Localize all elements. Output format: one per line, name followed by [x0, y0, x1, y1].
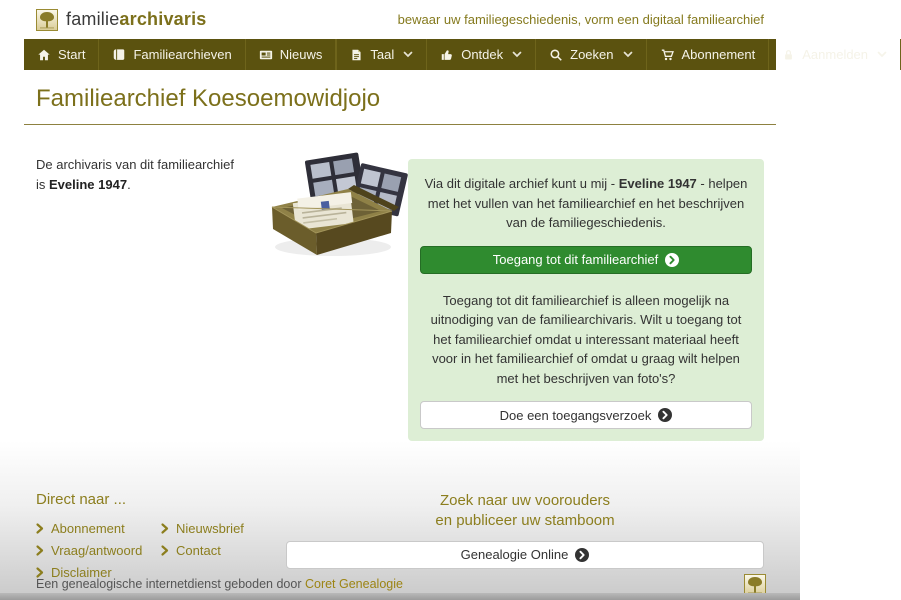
angle-right-icon — [36, 523, 44, 534]
promo-heading: Zoek naar uw voorouders en publiceer uw stamboom — [435, 492, 615, 530]
nav-label: Taal — [370, 47, 395, 63]
main-content — [0, 70, 800, 441]
panel-intro-text: Via dit digitale archief kunt u mij - Eveline 1947 - helpen met het vullen van het familiearchief en het beschrijven van de familiegeschiedenis. — [424, 176, 748, 231]
footer-link-contact[interactable]: Contact — [161, 543, 286, 558]
nav-item-zoeken[interactable] — [536, 39, 646, 70]
thumbs-up-icon — [440, 48, 454, 62]
lock-icon — [782, 48, 795, 62]
site-logo[interactable] — [36, 9, 206, 31]
nav-item-abonnement[interactable] — [647, 39, 770, 70]
nav-item-ontdek[interactable] — [427, 39, 536, 70]
coret-genealogie-link[interactable]: Coret Genealogie — [304, 577, 403, 591]
nav-item-taal[interactable] — [336, 39, 427, 70]
nav-item-start[interactable] — [24, 39, 99, 70]
nav-left-group — [24, 39, 336, 70]
nav-right-group — [336, 39, 901, 70]
book-icon — [112, 48, 126, 62]
nav-label: Zoeken — [570, 47, 614, 63]
nav-item-familiearchieven[interactable] — [99, 39, 245, 70]
genealogie-online-button[interactable]: Genealogie Online — [286, 541, 764, 569]
tree-logo-icon — [36, 9, 58, 31]
angle-right-icon — [161, 545, 169, 556]
nav-label: Nieuws — [279, 47, 323, 63]
nav-label: Ontdek — [461, 47, 504, 63]
arrow-circle-right-icon — [575, 548, 589, 562]
footer-link-abonnement[interactable]: Abonnement — [36, 521, 161, 536]
nav-label: Abonnement — [681, 47, 756, 63]
footer-edge — [0, 593, 800, 600]
footer-link-vraag-antwoord[interactable]: Vraag/antwoord — [36, 543, 161, 558]
archive-box-photo — [258, 149, 408, 261]
nav-item-nieuws[interactable] — [246, 39, 337, 70]
main-navbar — [24, 39, 869, 70]
cart-icon — [660, 48, 675, 62]
language-icon — [350, 48, 363, 62]
home-icon — [37, 48, 51, 62]
footer-link-nieuwsbrief[interactable]: Nieuwsbrief — [161, 521, 286, 536]
chevron-down-icon — [877, 51, 887, 58]
title-divider — [24, 124, 776, 125]
chevron-down-icon — [512, 51, 522, 58]
arrow-circle-right-icon — [665, 253, 679, 267]
access-request-button[interactable]: Doe een toegangsverzoek — [420, 401, 752, 429]
access-archive-button[interactable]: Toegang tot dit familiearchief — [420, 246, 752, 274]
nav-label: Start — [58, 47, 86, 63]
search-icon — [549, 48, 563, 62]
chevron-down-icon — [623, 51, 633, 58]
arrow-circle-right-icon — [658, 408, 672, 422]
angle-right-icon — [161, 523, 169, 534]
site-tagline: bewaar uw familiegeschiedenis, vorm een digitaal familiearchief — [397, 12, 764, 28]
archivist-name: Eveline 1947 — [49, 176, 128, 192]
footer-direct-links — [36, 491, 286, 587]
access-panel — [408, 159, 764, 441]
footer-promo — [286, 491, 764, 587]
nav-label: Familiearchieven — [133, 47, 232, 63]
newspaper-icon — [259, 48, 273, 62]
footer-heading: Direct naar ... — [36, 491, 127, 509]
site-footer — [0, 441, 800, 600]
intro-text: De archivaris van dit familiearchief is Eveline 1947. — [36, 157, 234, 192]
panel-request-text: Toegang tot dit familiearchief is alleen mogelijk na uitnodiging van de familiearchivaris. Wilt u toegang tot het familiearchief omdat u interessant materiaal heeft voor in het familiearchief of omdat u graag wilt helpen met het beschrijven van foto's? — [430, 292, 742, 386]
angle-right-icon — [36, 545, 44, 556]
site-header — [24, 0, 776, 39]
chevron-down-icon — [403, 51, 413, 58]
footer-credit: Een genealogische internetdienst geboden door Coret Genealogie — [36, 577, 403, 591]
logo-text: familiearchivaris — [66, 9, 207, 30]
nav-item-aanmelden[interactable] — [769, 39, 901, 70]
nav-label: Aanmelden — [802, 47, 869, 63]
page-title: Familiearchief Koesoemowidjojo — [36, 85, 381, 113]
footer-link-disclaimer[interactable]: Disclaimer — [36, 565, 161, 580]
